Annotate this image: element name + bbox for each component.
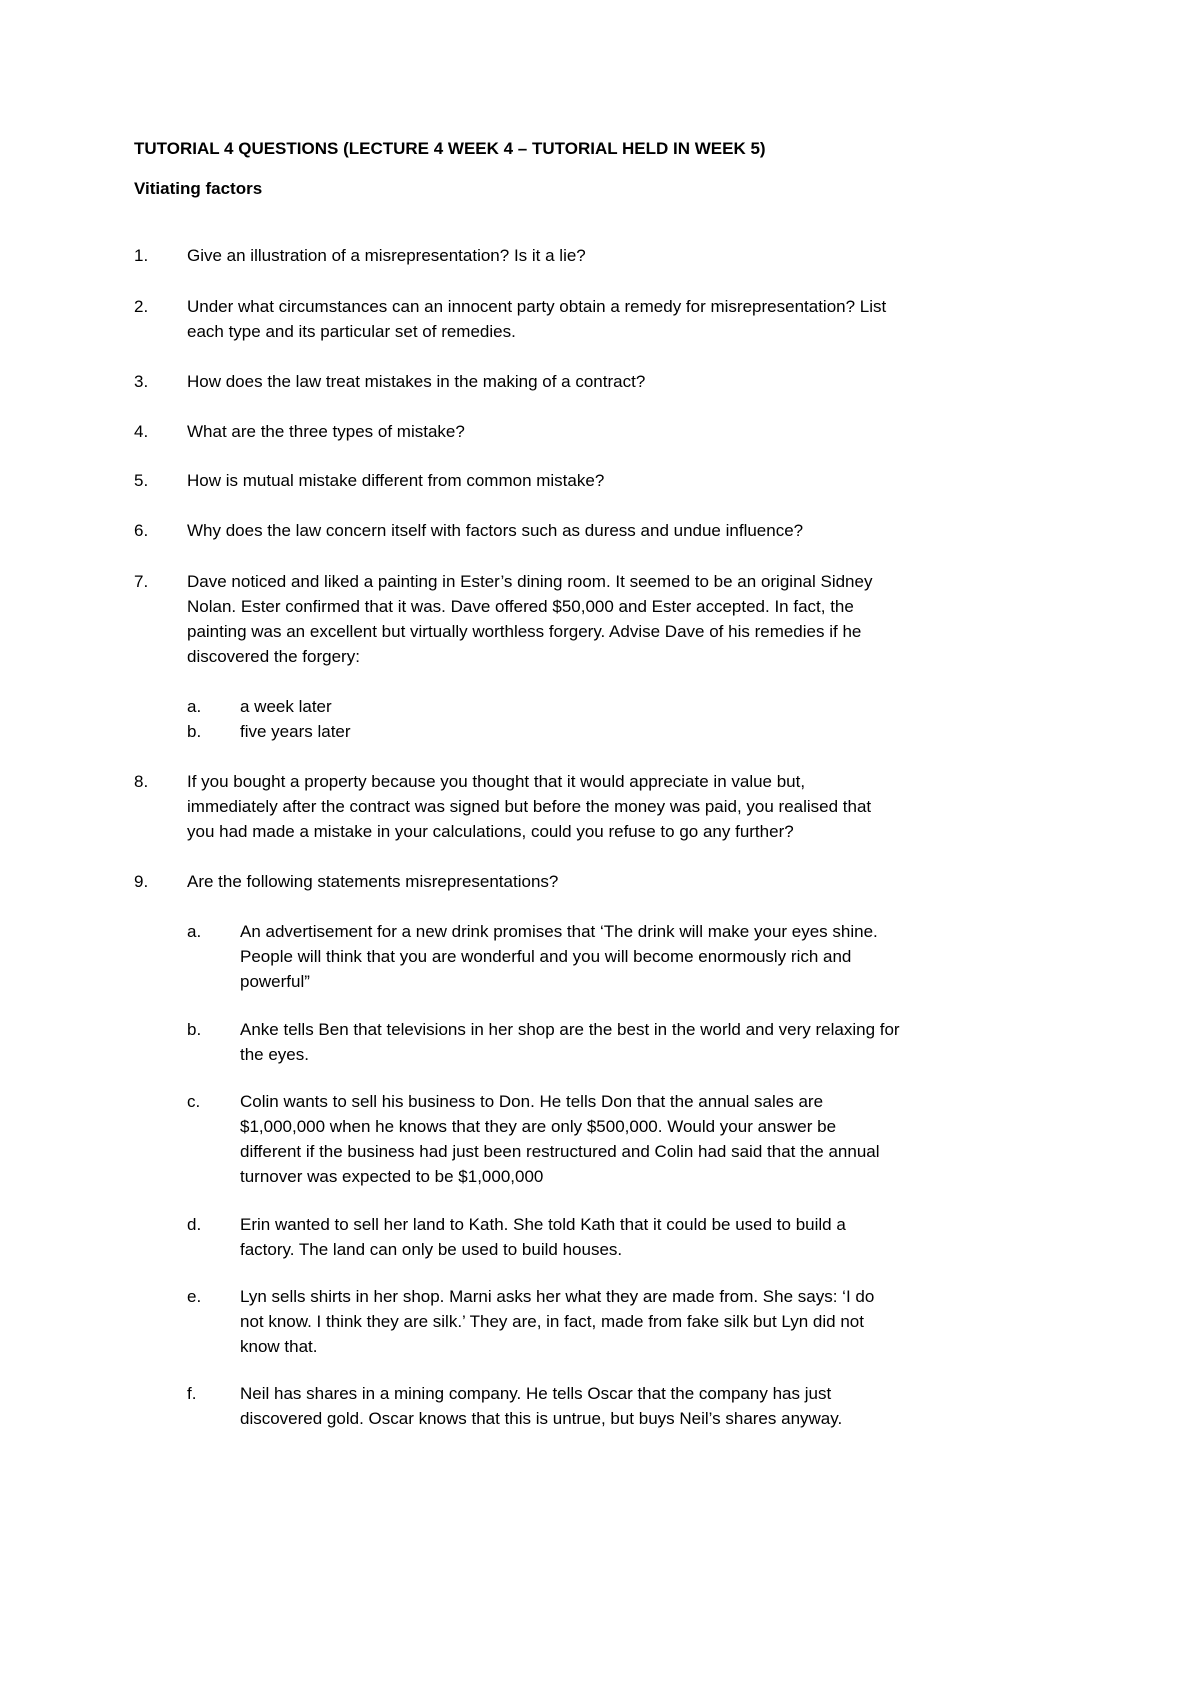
sub-item-text: not know. I think they are silk.’ They are, in fact, made from fake silk but Lyn did not — [240, 1312, 864, 1331]
sub-item-letter: d. — [187, 1215, 202, 1234]
question-text: each type and its particular set of remedies. — [187, 322, 516, 341]
question-number: 4. — [134, 422, 149, 441]
question-text: If you bought a property because you thought that it would appreciate in value but, — [187, 772, 806, 791]
question-number: 7. — [134, 572, 149, 591]
sub-item-text: An advertisement for a new drink promises that ‘The drink will make your eyes shine. — [240, 922, 878, 941]
sub-item-text: different if the business had just been restructured and Colin had said that the annual — [240, 1142, 880, 1161]
sub-item-text: turnover was expected to be $1,000,000 — [240, 1167, 544, 1186]
question-text: you had made a mistake in your calculations, could you refuse to go any further? — [187, 822, 794, 841]
question-number: 6. — [134, 521, 149, 540]
question-text: Give an illustration of a misrepresentation? Is it a lie? — [187, 246, 586, 265]
sub-item-text: Lyn sells shirts in her shop. Marni asks her what they are made from. She says: ‘I do — [240, 1287, 875, 1306]
question-text: How does the law treat mistakes in the making of a contract? — [187, 372, 646, 391]
question-text: How is mutual mistake different from common mistake? — [187, 471, 605, 490]
sub-item-text: Anke tells Ben that televisions in her shop are the best in the world and very relaxing for — [240, 1020, 900, 1039]
question-number: 2. — [134, 297, 149, 316]
sub-item-text: People will think that you are wonderful and you will become enormously rich and — [240, 947, 852, 966]
question-text: Dave noticed and liked a painting in Ester’s dining room. It seemed to be an original Sidney — [187, 572, 873, 591]
section-heading: Vitiating factors — [134, 179, 263, 198]
sub-item-letter: e. — [187, 1287, 202, 1306]
sub-item-letter: f. — [187, 1384, 197, 1403]
question-text: Nolan. Ester confirmed that it was. Dave offered $50,000 and Ester accepted. In fact, the — [187, 597, 854, 616]
sub-item-text: know that. — [240, 1337, 318, 1356]
sub-item-text: discovered gold. Oscar knows that this is untrue, but buys Neil’s shares anyway. — [240, 1409, 843, 1428]
sub-item-letter: a. — [187, 697, 202, 716]
sub-item-text: factory. The land can only be used to build houses. — [240, 1240, 623, 1259]
question-text: Why does the law concern itself with factors such as duress and undue influence? — [187, 521, 804, 540]
sub-item-text: Erin wanted to sell her land to Kath. She told Kath that it could be used to build a — [240, 1215, 846, 1234]
question-text: painting was an excellent but virtually worthless forgery. Advise Dave of his remedies if he — [187, 622, 862, 641]
sub-item-letter: b. — [187, 1020, 202, 1039]
question-text: Are the following statements misrepresentations? — [187, 872, 559, 891]
question-text: discovered the forgery: — [187, 647, 360, 666]
sub-item-letter: b. — [187, 722, 202, 741]
sub-item-letter: a. — [187, 922, 202, 941]
sub-item-text: five years later — [240, 722, 351, 741]
question-text: Under what circumstances can an innocent party obtain a remedy for misrepresentation? List — [187, 297, 887, 316]
question-number: 9. — [134, 872, 149, 891]
question-text: What are the three types of mistake? — [187, 422, 465, 441]
question-text: immediately after the contract was signed but before the money was paid, you realised that — [187, 797, 872, 816]
sub-item-text: powerful” — [240, 972, 310, 991]
sub-item-text: a week later — [240, 697, 332, 716]
sub-item-text: Neil has shares in a mining company. He tells Oscar that the company has just — [240, 1384, 832, 1403]
question-number: 1. — [134, 246, 149, 265]
question-number: 5. — [134, 471, 149, 490]
document-title: TUTORIAL 4 QUESTIONS (LECTURE 4 WEEK 4 – TUTORIAL HELD IN WEEK 5) — [134, 139, 766, 158]
question-number: 3. — [134, 372, 149, 391]
sub-item-text: Colin wants to sell his business to Don. He tells Don that the annual sales are — [240, 1092, 824, 1111]
sub-item-text: the eyes. — [240, 1045, 309, 1064]
question-number: 8. — [134, 772, 149, 791]
sub-item-letter: c. — [187, 1092, 201, 1111]
sub-item-text: $1,000,000 when he knows that they are only $500,000. Would your answer be — [240, 1117, 837, 1136]
